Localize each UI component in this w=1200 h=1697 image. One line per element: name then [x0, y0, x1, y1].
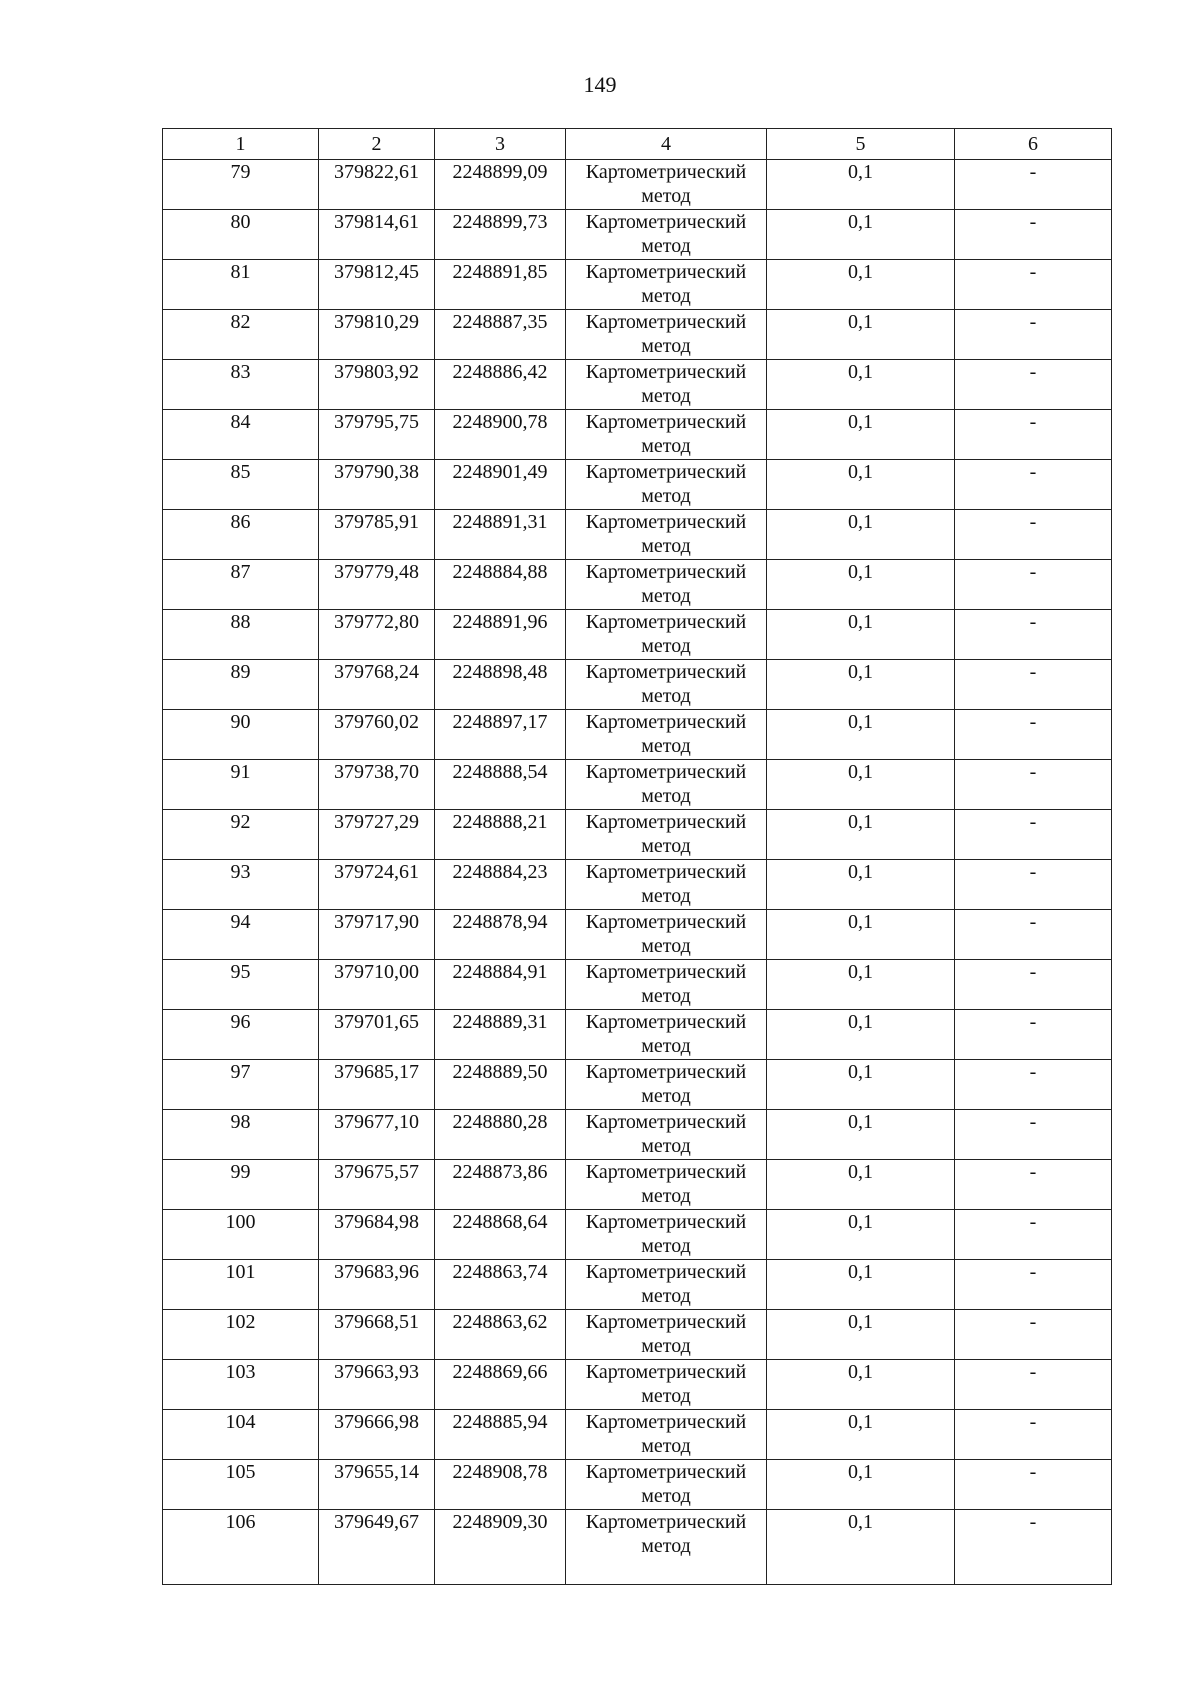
- y-coordinate-cell: 2248889,50: [435, 1060, 566, 1110]
- method-text-line1: Картометрический: [585, 561, 747, 583]
- method-text-line2: метод: [641, 585, 691, 607]
- accuracy-cell: 0,1: [767, 1460, 955, 1510]
- method-cell: [566, 1310, 767, 1360]
- point-number-cell: 97: [163, 1060, 319, 1110]
- method-text-line1: Картометрический: [585, 361, 747, 383]
- point-number-cell: 106: [163, 1510, 319, 1585]
- y-coordinate-cell: 2248884,91: [435, 960, 566, 1010]
- method-cell: [566, 310, 767, 360]
- x-coordinate-cell: 379675,57: [319, 1160, 435, 1210]
- x-coordinate-cell: 379803,92: [319, 360, 435, 410]
- note-cell: -: [955, 1360, 1112, 1410]
- x-coordinate-cell: 379663,93: [319, 1360, 435, 1410]
- method-cell: [566, 1260, 767, 1310]
- method-text-line2: метод: [641, 1235, 691, 1257]
- table-row: [163, 310, 1112, 360]
- table-row: [163, 360, 1112, 410]
- table-row: [163, 1360, 1112, 1410]
- method-text-line1: Картометрический: [585, 1161, 747, 1183]
- point-number-cell: 93: [163, 860, 319, 910]
- point-number-cell: 94: [163, 910, 319, 960]
- point-number-cell: 83: [163, 360, 319, 410]
- accuracy-cell: 0,1: [767, 310, 955, 360]
- method-text-line2: метод: [641, 635, 691, 657]
- method-text-line1: Картометрический: [585, 1061, 747, 1083]
- method-text-line2: метод: [641, 1335, 691, 1357]
- method-text-line2: метод: [641, 535, 691, 557]
- accuracy-cell: 0,1: [767, 860, 955, 910]
- accuracy-cell: 0,1: [767, 410, 955, 460]
- method-cell: [566, 960, 767, 1010]
- method-text-line2: метод: [641, 385, 691, 407]
- y-coordinate-cell: 2248891,31: [435, 510, 566, 560]
- y-coordinate-cell: 2248901,49: [435, 460, 566, 510]
- y-coordinate-cell: 2248909,30: [435, 1510, 566, 1585]
- method-cell: [566, 610, 767, 660]
- method-text-line1: Картометрический: [585, 411, 747, 433]
- column-header-3: 3: [435, 129, 566, 160]
- method-text-line1: Картометрический: [585, 811, 747, 833]
- point-number-cell: 84: [163, 410, 319, 460]
- x-coordinate-cell: 379790,38: [319, 460, 435, 510]
- method-text-line2: метод: [641, 935, 691, 957]
- accuracy-cell: 0,1: [767, 810, 955, 860]
- x-coordinate-cell: 379710,00: [319, 960, 435, 1010]
- method-text-line1: Картометрический: [585, 211, 747, 233]
- y-coordinate-cell: 2248891,96: [435, 610, 566, 660]
- point-number-cell: 80: [163, 210, 319, 260]
- accuracy-cell: 0,1: [767, 910, 955, 960]
- accuracy-cell: 0,1: [767, 660, 955, 710]
- note-cell: -: [955, 1210, 1112, 1260]
- x-coordinate-cell: 379760,02: [319, 710, 435, 760]
- x-coordinate-cell: 379668,51: [319, 1310, 435, 1360]
- x-coordinate-cell: 379822,61: [319, 160, 435, 210]
- table-row: [163, 510, 1112, 560]
- method-text-line1: Картометрический: [585, 1411, 747, 1433]
- note-cell: -: [955, 960, 1112, 1010]
- method-cell: [566, 660, 767, 710]
- point-number-cell: 99: [163, 1160, 319, 1210]
- method-cell: [566, 210, 767, 260]
- x-coordinate-cell: 379727,29: [319, 810, 435, 860]
- method-text-line2: метод: [641, 485, 691, 507]
- table-row: [163, 960, 1112, 1010]
- table-row: [163, 1060, 1112, 1110]
- x-coordinate-cell: 379701,65: [319, 1010, 435, 1060]
- point-number-cell: 103: [163, 1360, 319, 1410]
- method-text-line1: Картометрический: [585, 1261, 747, 1283]
- method-cell: [566, 1510, 767, 1585]
- table-row: [163, 1160, 1112, 1210]
- column-header-6: 6: [955, 129, 1112, 160]
- note-cell: -: [955, 460, 1112, 510]
- y-coordinate-cell: 2248880,28: [435, 1110, 566, 1160]
- x-coordinate-cell: 379768,24: [319, 660, 435, 710]
- method-cell: [566, 860, 767, 910]
- column-header-1: 1: [163, 129, 319, 160]
- x-coordinate-cell: 379785,91: [319, 510, 435, 560]
- table-row: [163, 710, 1112, 760]
- accuracy-cell: 0,1: [767, 260, 955, 310]
- method-cell: [566, 510, 767, 560]
- method-text-line2: метод: [641, 835, 691, 857]
- y-coordinate-cell: 2248888,54: [435, 760, 566, 810]
- method-cell: [566, 1460, 767, 1510]
- x-coordinate-cell: 379666,98: [319, 1410, 435, 1460]
- note-cell: -: [955, 910, 1112, 960]
- method-text-line1: Картометрический: [585, 711, 747, 733]
- table-row: [163, 260, 1112, 310]
- point-number-cell: 81: [163, 260, 319, 310]
- method-cell: [566, 360, 767, 410]
- table-row: [163, 1110, 1112, 1160]
- page-number: 149: [583, 72, 617, 97]
- method-text-line2: метод: [641, 235, 691, 257]
- method-cell: [566, 1110, 767, 1160]
- column-header-2: 2: [319, 129, 435, 160]
- accuracy-cell: 0,1: [767, 760, 955, 810]
- y-coordinate-cell: 2248888,21: [435, 810, 566, 860]
- accuracy-cell: 0,1: [767, 160, 955, 210]
- y-coordinate-cell: 2248899,73: [435, 210, 566, 260]
- accuracy-cell: 0,1: [767, 560, 955, 610]
- y-coordinate-cell: 2248899,09: [435, 160, 566, 210]
- point-number-cell: 101: [163, 1260, 319, 1310]
- x-coordinate-cell: 379649,67: [319, 1510, 435, 1585]
- point-number-cell: 79: [163, 160, 319, 210]
- note-cell: -: [955, 610, 1112, 660]
- method-cell: [566, 260, 767, 310]
- note-cell: -: [955, 1060, 1112, 1110]
- x-coordinate-cell: 379795,75: [319, 410, 435, 460]
- method-text-line1: Картометрический: [585, 1211, 747, 1233]
- accuracy-cell: 0,1: [767, 1010, 955, 1060]
- accuracy-cell: 0,1: [767, 1510, 955, 1585]
- point-number-cell: 86: [163, 510, 319, 560]
- y-coordinate-cell: 2248886,42: [435, 360, 566, 410]
- table-row: [163, 810, 1112, 860]
- x-coordinate-cell: 379814,61: [319, 210, 435, 260]
- accuracy-cell: 0,1: [767, 1060, 955, 1110]
- accuracy-cell: 0,1: [767, 610, 955, 660]
- method-text-line2: метод: [641, 1285, 691, 1307]
- point-number-cell: 100: [163, 1210, 319, 1260]
- method-text-line2: метод: [641, 985, 691, 1007]
- y-coordinate-cell: 2248884,88: [435, 560, 566, 610]
- method-cell: [566, 1010, 767, 1060]
- point-number-cell: 98: [163, 1110, 319, 1160]
- method-cell: [566, 1160, 767, 1210]
- x-coordinate-cell: 379717,90: [319, 910, 435, 960]
- method-text-line1: Картометрический: [585, 761, 747, 783]
- y-coordinate-cell: 2248897,17: [435, 710, 566, 760]
- method-text-line2: метод: [641, 1485, 691, 1507]
- x-coordinate-cell: 379684,98: [319, 1210, 435, 1260]
- method-text-line1: Картометрический: [585, 1511, 747, 1533]
- note-cell: -: [955, 560, 1112, 610]
- method-text-line1: Картометрический: [585, 1011, 747, 1033]
- note-cell: -: [955, 1160, 1112, 1210]
- note-cell: -: [955, 1110, 1112, 1160]
- note-cell: -: [955, 1510, 1112, 1585]
- accuracy-cell: 0,1: [767, 360, 955, 410]
- table-row: [163, 910, 1112, 960]
- method-text-line2: метод: [641, 785, 691, 807]
- accuracy-cell: 0,1: [767, 460, 955, 510]
- method-text-line1: Картометрический: [585, 461, 747, 483]
- point-number-cell: 102: [163, 1310, 319, 1360]
- table-row: [163, 410, 1112, 460]
- note-cell: -: [955, 1260, 1112, 1310]
- method-text-line1: Картометрический: [585, 161, 747, 183]
- method-cell: [566, 560, 767, 610]
- y-coordinate-cell: 2248863,62: [435, 1310, 566, 1360]
- point-number-cell: 88: [163, 610, 319, 660]
- point-number-cell: 95: [163, 960, 319, 1010]
- x-coordinate-cell: 379779,48: [319, 560, 435, 610]
- method-text-line1: Картометрический: [585, 1461, 747, 1483]
- note-cell: -: [955, 1410, 1112, 1460]
- accuracy-cell: 0,1: [767, 210, 955, 260]
- x-coordinate-cell: 379685,17: [319, 1060, 435, 1110]
- y-coordinate-cell: 2248889,31: [435, 1010, 566, 1060]
- accuracy-cell: 0,1: [767, 1210, 955, 1260]
- table-row: [163, 1310, 1112, 1360]
- y-coordinate-cell: 2248908,78: [435, 1460, 566, 1510]
- table-row: [163, 160, 1112, 210]
- table-row: [163, 1410, 1112, 1460]
- method-text-line2: метод: [641, 1435, 691, 1457]
- table-body: [163, 129, 1112, 1585]
- accuracy-cell: 0,1: [767, 1410, 955, 1460]
- table-row: [163, 1510, 1112, 1585]
- table-row: [163, 1460, 1112, 1510]
- note-cell: -: [955, 810, 1112, 860]
- table-row: [163, 210, 1112, 260]
- point-number-cell: 104: [163, 1410, 319, 1460]
- method-text-line1: Картометрический: [585, 961, 747, 983]
- coordinates-table: [162, 128, 1112, 1585]
- method-text-line1: Картометрический: [585, 311, 747, 333]
- table-row: [163, 460, 1112, 510]
- point-number-cell: 92: [163, 810, 319, 860]
- point-number-cell: 91: [163, 760, 319, 810]
- method-cell: [566, 460, 767, 510]
- point-number-cell: 90: [163, 710, 319, 760]
- accuracy-cell: 0,1: [767, 1160, 955, 1210]
- x-coordinate-cell: 379772,80: [319, 610, 435, 660]
- method-text-line2: метод: [641, 1035, 691, 1057]
- note-cell: -: [955, 410, 1112, 460]
- y-coordinate-cell: 2248885,94: [435, 1410, 566, 1460]
- point-number-cell: 89: [163, 660, 319, 710]
- method-text-line2: метод: [641, 685, 691, 707]
- note-cell: -: [955, 660, 1112, 710]
- note-cell: -: [955, 1010, 1112, 1060]
- point-number-cell: 85: [163, 460, 319, 510]
- method-text-line1: Картометрический: [585, 611, 747, 633]
- column-header-5: 5: [767, 129, 955, 160]
- method-text-line2: метод: [641, 1085, 691, 1107]
- x-coordinate-cell: 379810,29: [319, 310, 435, 360]
- y-coordinate-cell: 2248891,85: [435, 260, 566, 310]
- method-text-line1: Картометрический: [585, 661, 747, 683]
- accuracy-cell: 0,1: [767, 510, 955, 560]
- accuracy-cell: 0,1: [767, 710, 955, 760]
- table-row: [163, 1210, 1112, 1260]
- point-number-cell: 82: [163, 310, 319, 360]
- method-text-line2: метод: [641, 185, 691, 207]
- method-cell: [566, 910, 767, 960]
- accuracy-cell: 0,1: [767, 1110, 955, 1160]
- x-coordinate-cell: 379812,45: [319, 260, 435, 310]
- method-text-line1: Картометрический: [585, 911, 747, 933]
- note-cell: -: [955, 510, 1112, 560]
- method-cell: [566, 160, 767, 210]
- method-cell: [566, 760, 767, 810]
- table-header-row: [163, 129, 1112, 160]
- method-text-line1: Картометрический: [585, 1361, 747, 1383]
- x-coordinate-cell: 379738,70: [319, 760, 435, 810]
- method-text-line2: метод: [641, 1535, 691, 1557]
- accuracy-cell: 0,1: [767, 1310, 955, 1360]
- method-cell: [566, 1410, 767, 1460]
- method-text-line2: метод: [641, 735, 691, 757]
- y-coordinate-cell: 2248878,94: [435, 910, 566, 960]
- table-row: [163, 610, 1112, 660]
- method-cell: [566, 1360, 767, 1410]
- x-coordinate-cell: 379655,14: [319, 1460, 435, 1510]
- point-number-cell: 96: [163, 1010, 319, 1060]
- y-coordinate-cell: 2248898,48: [435, 660, 566, 710]
- accuracy-cell: 0,1: [767, 1360, 955, 1410]
- table-row: [163, 860, 1112, 910]
- method-text-line2: метод: [641, 885, 691, 907]
- x-coordinate-cell: 379683,96: [319, 1260, 435, 1310]
- y-coordinate-cell: 2248868,64: [435, 1210, 566, 1260]
- point-number-cell: 105: [163, 1460, 319, 1510]
- method-cell: [566, 710, 767, 760]
- note-cell: -: [955, 860, 1112, 910]
- method-cell: [566, 1060, 767, 1110]
- method-text-line2: метод: [641, 1385, 691, 1407]
- method-text-line2: метод: [641, 335, 691, 357]
- y-coordinate-cell: 2248887,35: [435, 310, 566, 360]
- method-text-line2: метод: [641, 1135, 691, 1157]
- method-text-line2: метод: [641, 435, 691, 457]
- note-cell: -: [955, 160, 1112, 210]
- y-coordinate-cell: 2248863,74: [435, 1260, 566, 1310]
- accuracy-cell: 0,1: [767, 960, 955, 1010]
- method-text-line2: метод: [641, 285, 691, 307]
- note-cell: -: [955, 360, 1112, 410]
- method-text-line1: Картометрический: [585, 861, 747, 883]
- note-cell: -: [955, 260, 1112, 310]
- method-text-line1: Картометрический: [585, 261, 747, 283]
- method-text-line2: метод: [641, 1185, 691, 1207]
- x-coordinate-cell: 379724,61: [319, 860, 435, 910]
- accuracy-cell: 0,1: [767, 1260, 955, 1310]
- y-coordinate-cell: 2248869,66: [435, 1360, 566, 1410]
- method-text-line1: Картометрический: [585, 1311, 747, 1333]
- table-row: [163, 660, 1112, 710]
- table-row: [163, 1010, 1112, 1060]
- column-header-4: 4: [566, 129, 767, 160]
- note-cell: -: [955, 1310, 1112, 1360]
- method-text-line1: Картометрический: [585, 511, 747, 533]
- note-cell: -: [955, 310, 1112, 360]
- method-cell: [566, 410, 767, 460]
- method-text-line1: Картометрический: [585, 1111, 747, 1133]
- x-coordinate-cell: 379677,10: [319, 1110, 435, 1160]
- point-number-cell: 87: [163, 560, 319, 610]
- table-row: [163, 760, 1112, 810]
- note-cell: -: [955, 760, 1112, 810]
- y-coordinate-cell: 2248873,86: [435, 1160, 566, 1210]
- note-cell: -: [955, 1460, 1112, 1510]
- method-cell: [566, 1210, 767, 1260]
- table-row: [163, 1260, 1112, 1310]
- note-cell: -: [955, 210, 1112, 260]
- y-coordinate-cell: 2248884,23: [435, 860, 566, 910]
- note-cell: -: [955, 710, 1112, 760]
- method-cell: [566, 810, 767, 860]
- table-row: [163, 560, 1112, 610]
- y-coordinate-cell: 2248900,78: [435, 410, 566, 460]
